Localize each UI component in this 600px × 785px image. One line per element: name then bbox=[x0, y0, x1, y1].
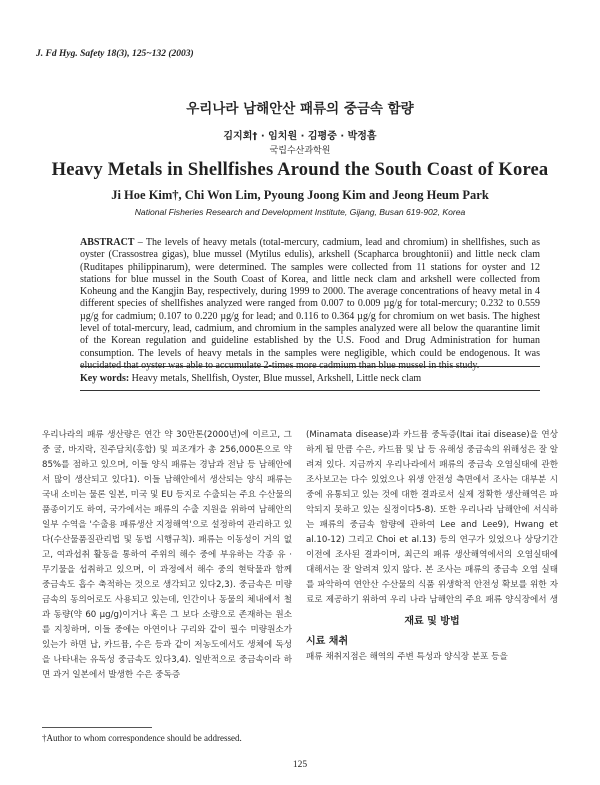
keywords-text: Heavy metals, Shellfish, Oyster, Blue mussel, Arkshell, Little neck clam bbox=[129, 373, 422, 384]
english-affiliation: National Fisheries Research and Development Institute, Gijang, Busan 619-902, Korea bbox=[134, 207, 466, 217]
english-title: Heavy Metals in Shellfishes Around the South Coast of Korea bbox=[51, 160, 549, 180]
body-right-tail: 패류 채취지점은 해역의 주변 특성과 양식장 분포 등을 bbox=[306, 652, 508, 662]
keywords-label: Key words: bbox=[80, 373, 130, 384]
page-number: 125 bbox=[292, 760, 308, 770]
section-heading: 재료 및 방법 bbox=[404, 616, 460, 627]
abstract-rule-top bbox=[80, 366, 540, 367]
keywords bbox=[80, 373, 540, 384]
abstract-label: ABSTRACT bbox=[80, 237, 135, 248]
korean-authors: 김지회† · 임치원 · 김평중 · 박정흠 bbox=[223, 131, 377, 142]
journal-citation: J. Fd Hyg. Safety 18(3), 125~132 (2003) bbox=[36, 49, 194, 59]
korean-title: 우리나라 남해안산 패류의 중금속 함량 bbox=[186, 101, 414, 117]
abstract bbox=[80, 237, 540, 372]
english-authors: Ji Hoe Kim†, Chi Won Lim, Pyoung Joong Kim and Jeong Heum Park bbox=[111, 188, 489, 202]
abstract-text: – The levels of heavy metals (total-mercury, cadmium, lead and chromium) in shellfishes, such as oyster (Crassostrea gigas), blue mussel (Mytilus edulis), arkshell (Scapharca broughtonii) and little neck clam (Ruditapes philippinarum), were determined. The samples were collected from 11 stations for oyster and 12 stations for blue mussel in the South Coast of Korea, and little neck clam and arkshell were collected from Koheung and the Kangjin Bay, respectively, during 1999 to 2000. The average concentrations of heavy metal in 4 different species of shellfishes analyzed were ranged from 0.007 to 0.009 µg/g for total-mercury; 0.232 to 0.559 µg/g for cadmium; 0.107 to 0.220 µg/g for lead; and 0.116 to 0.364 µg/g for chromium on wet basis. The highest level of total-mercury, lead, cadmium, and chromium in the samples analyzed were all below the quarantine limit of the Korean regulation and guideline established by the U.S. Food and Drug Administration for human consumption. The levels of heavy metals in the samples were negligible, which could be endogenous. It was elucidated that oyster was able to accumulate 2-times more cadmium than blue mussel in this study. bbox=[80, 237, 540, 371]
body-right-column: (Minamata disease)과 카드뮴 중독증(Itai itai disease)을 연상하게 될 만큼 수은, 카드뮴 및 납 등 유해성 중금속의 위해성은 잘 알려져 있다. 지금까지 우리나라에서 패류의 중금속 오염실태에 관한 조사보고는 다수 있었으나 위생 안전성 측면에서 조사는 대부분 시중에 유통되고 있는 것에 대한 결과로서 실제 정확한 생산해역은 파악되지 못하고 있는 실정이다5-8). 또한 우리나라 남해안에 서식하는 패류의 중금속 함량에 관하여 Lee and Lee9), Hwang et al.10-12) 그리고 Choi et al.13) 등의 연구가 있었으나 상당기간 이전에 조사된 결과이며, 최근의 패류 생산해역에서의 오염실태에 대해서는 잘 알려져 있지 않다. 본 조사는 패류의 중금속 오염 실태를 파악하여 연안산 수산물의 식품 위생학적 안전성 확보를 위한 자료로 제공하기 위하여 우리 나라 남해안의 주요 패류 양식장에서 생 bbox=[306, 430, 558, 605]
footnote: †Author to whom correspondence should be addressed. bbox=[42, 733, 242, 743]
footnote-rule bbox=[42, 727, 152, 728]
subsection-heading: 시료 채취 bbox=[306, 636, 349, 647]
body-left-column: 우리나라의 패류 생산량은 연간 약 30만톤(2000년)에 이르고, 그 중 굴, 바지락, 진주담치(홍합) 및 피조개가 총 256,000톤으로 약 85%를 점하고 있으며, 이들 양식 패류는 경남과 전남 등 남해안에서 많이 생산되고 있다1). 이들 남해안에서 생산되는 양식 패류는 국내 소비는 물론 일본, 미국 및 EU 등지로 수출되는 주요 수산물의 품종이기도 하여, 국가에서는 패류의 수출 지원을 위하여 남해안의 일부 수역을 '수출용 패류생산 지정해역'으로 설정하여 관리하고 있다(수산물품질관리법 및 동법 시행규칙). 패류는 이동성이 거의 없고, 여과섭취 활동을 통하여 주위의 해수 중에 부유하는 각종 유 · 무기물을 섭취하고 있으며, 이 과정에서 해수 중의 현탁물과 함께 중금속도 흡수 축적하는 것으로 생각되고 있다2,3). 중금속은 미량금속의 동의어로도 사용되고 있는데, 인간이나 동물의 체내에서 철과 동량(약 60 µg/g)이거나 혹은 그 보다 소량으로 존재하는 원소를 지칭하며, 이들 중에는 아연이나 구리와 같이 필수 미량원소가 있는가 하면 납, 카드뮴, 수은 등과 같이 저농도에서도 생체에 독성을 나타내는 유독성 중금속도 있다3,4). 일반적으로 중금속이라 하면 과거 일본에서 발생한 수은 중독증 bbox=[42, 430, 292, 680]
keywords-rule-bottom bbox=[80, 390, 540, 391]
korean-affiliation: 국립수산과학원 bbox=[269, 146, 331, 156]
